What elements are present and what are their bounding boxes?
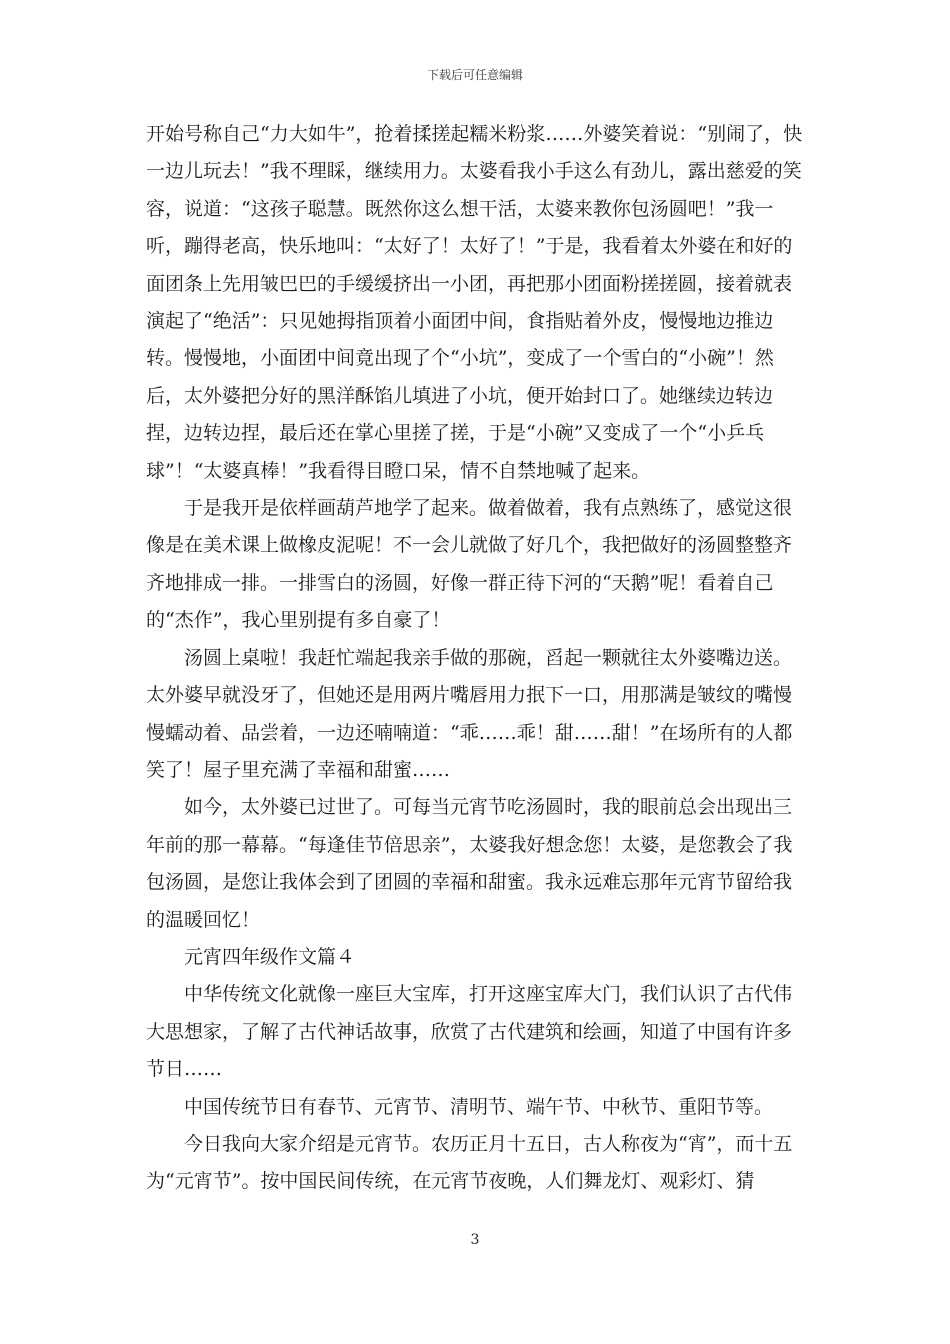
section-heading: 元宵四年级作文篇４ [184,945,356,968]
paragraph-4: 如今，太外婆已过世了。可每当元宵节吃汤圆时，我的眼前总会出现出三年前的那一幕幕。“每逢佳节倍思亲”，太婆我好想念您！太婆，是您教会了我包汤圆，是您让我体会到了团圆的幸福和甜蜜。我永远难忘那年元宵节留给我的温暖回忆！ [146,796,793,931]
paragraph-3: 汤圆上桌啦！我赶忙端起我亲手做的那碗，舀起一颗就往太外婆嘴边送。太外婆早就没牙了，但她还是用两片嘴唇用力抿下一口，用那满是皱纹的嘴慢慢蠕动着、品尝着，一边还喃喃道：“乖……乖！甜……甜！”在场所有的人都笑了！屋子里充满了幸福和甜蜜…… [146,646,793,781]
paragraph-6: 中国传统节日有春节、元宵节、清明节、端午节、中秋节、重阳节等。 [184,1095,774,1118]
paragraph-2: 于是我开是依样画葫芦地学了起来。做着做着，我有点熟练了，感觉这很像是在美术课上做橡皮泥呢！不一会儿就做了好几个，我把做好的汤圆整整齐齐地排成一排。一排雪白的汤圆，好像一群正待下河的“天鹅”呢！看着自己的“杰作”，我心里别提有多自豪了！ [146,497,793,632]
page-number: 3 [470,1232,480,1248]
paragraph-7: 今日我向大家介绍是元宵节。农历正月十五日，古人称夜为“宵”，而十五为“元宵节”。按中国民间传统，在元宵节夜晚，人们舞龙灯、观彩灯、猜 [146,1132,793,1193]
document-body [146,116,806,1201]
page-header: 下载后可任意编辑 [426,68,523,82]
paragraph-1: 开始号称自己“力大如牛”，抢着揉搓起糯米粉浆……外婆笑着说：“别闹了，快一边儿玩去！”我不理睬，继续用力。太婆看我小手这么有劲儿，露出慈爱的笑容，说道：“这孩子聪慧。既然你这么想干活，太婆来教你包汤圆吧！”我一听，蹦得老高，快乐地叫：“太好了！太好了！”于是，我看着太外婆在和好的面团条上先用皱巴巴的手缓缓挤出一小团，再把那小团面粉搓搓圆，接着就表演起了“绝活”：只见她拇指顶着小面团中间，食指贴着外皮，慢慢地边推边转。慢慢地，小面团中间竟出现了个“小坑”，变成了一个雪白的“小碗”！然后，太外婆把分好的黑洋酥馅儿填进了小坑，便开始封口了。她继续边转边捏，边转边捏，最后还在掌心里搓了搓，于是“小碗”又变成了一个“小乒乓球”！“太婆真棒！”我看得目瞪口呆，情不自禁地喊了起来。 [146,123,803,482]
paragraph-5: 中华传统文化就像一座巨大宝库，打开这座宝库大门，我们认识了古代伟大思想家，了解了古代神话故事，欣赏了古代建筑和绘画，知道了中国有许多节日…… [146,983,793,1081]
